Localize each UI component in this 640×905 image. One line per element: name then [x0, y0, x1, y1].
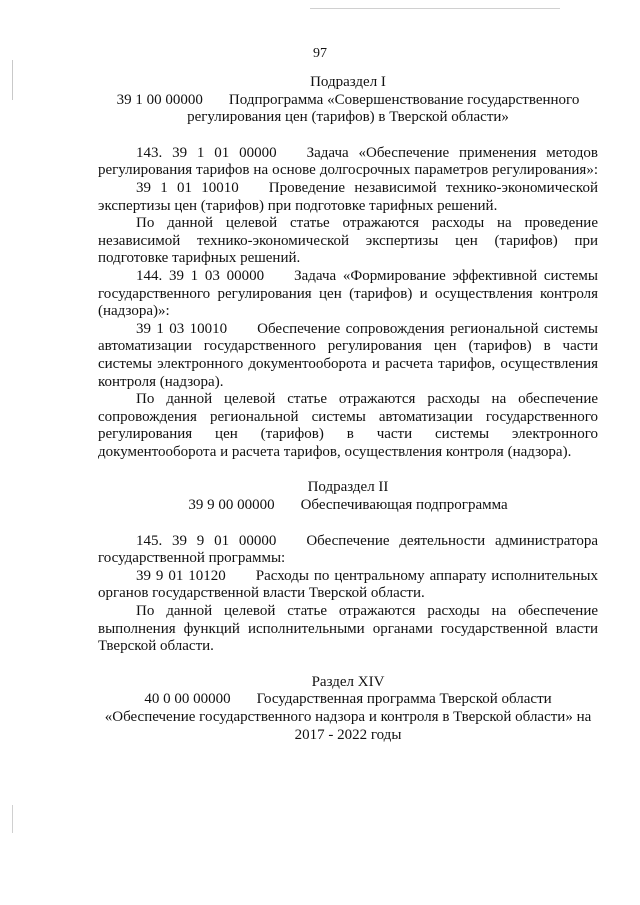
item-144-line-1: 144. 39 1 03 00000 Задача «Формирование эффективной системы [136, 267, 598, 284]
section-14-heading: Раздел XIV [311, 673, 385, 690]
section-14-title [98, 691, 598, 709]
item-145-article-line-1: 39 9 01 10120 Расходы по центральному аппарату исполнительных [136, 567, 598, 584]
item-145-note-line-3: Тверской области. [98, 638, 214, 655]
item-143-note-line-1: По данной целевой статье отражаются расходы на проведение [136, 215, 598, 232]
item-144-article-line-4: контроля (надзора). [98, 373, 224, 390]
item-145-line-2: государственной программы: [98, 550, 286, 567]
subsection-1-code: 39 1 00 00000 [116, 91, 203, 108]
item-143-article-line-1: 39 1 01 10010 Проведение независимой технико-экономической [136, 179, 598, 196]
item-143-note-line-2: независимой технико-экономической экспертизы цен (тарифов) при [98, 232, 598, 249]
subsection-1-title [98, 92, 598, 110]
scan-artifact-left [12, 60, 13, 100]
document-body [98, 74, 598, 744]
subsection-2-heading: Подраздел II [307, 479, 389, 496]
subsection-1-heading: Подраздел I [310, 74, 386, 90]
item-144-note-line-3: регулирования цен (тарифов) в части системы электронного [98, 426, 598, 443]
item-144-line-3: (надзора)»: [98, 303, 170, 320]
item-145-line-1: 145. 39 9 01 00000 Обеспечение деятельности администратора [136, 532, 598, 549]
item-143-article-line-2: экспертизы цен (тарифов) при подготовке тарифных решений. [98, 197, 498, 214]
page-number: 97 [313, 46, 327, 61]
scan-artifact-top [310, 8, 560, 9]
subsection-2-title [98, 497, 598, 515]
subsection-1-title-line-2: регулирования цен (тарифов) в Тверской области» [187, 109, 509, 126]
item-145-note-line-2: выполнения функций исполнительными органами государственной власти [98, 620, 598, 637]
item-144-article-line-3: системы электронного документооборота и расчета тарифов, осуществления [98, 355, 598, 372]
section-14-code: 40 0 00 00000 [144, 691, 231, 708]
item-143-note-line-3: подготовке тарифных решений. [98, 250, 301, 267]
scan-artifact-left-2 [12, 805, 13, 833]
item-143-line-1: 143. 39 1 01 00000 Задача «Обеспечение применения методов [136, 144, 598, 161]
subsection-2-title-text: Обеспечивающая подпрограмма [300, 497, 508, 514]
item-145-note-line-1: По данной целевой статье отражаются расходы на обеспечение [136, 603, 598, 620]
section-14-title-line-3: 2017 - 2022 годы [294, 726, 402, 743]
subsection-2-code: 39 9 00 00000 [188, 497, 275, 514]
item-144-article-line-1: 39 1 03 10010 Обеспечение сопровождения региональной системы [136, 320, 598, 337]
item-144-note-line-4: документооборота и расчета тарифов, осуществления контроля (надзора). [98, 443, 572, 460]
item-144-line-2: государственного регулирования цен (тарифов) и осуществления контроля [98, 285, 598, 302]
item-144-note-line-2: сопровождения региональной системы автоматизации государственного [98, 408, 598, 425]
item-144-note-line-1: По данной целевой статье отражаются расходы на обеспечение [136, 391, 598, 408]
item-145-article-line-2: органов государственной власти Тверской области. [98, 585, 425, 602]
subsection-1-title-line-1: Подпрограмма «Совершенствование государственного [228, 91, 580, 108]
section-14-title-line-2: «Обеспечение государственного надзора и контроля в Тверской области» на [104, 709, 592, 725]
item-144-article-line-2: автоматизации государственного регулирования цен (тарифов) в части [98, 338, 598, 355]
section-14-title-line-1: Государственная программа Тверской области [256, 691, 552, 708]
item-143-line-2: регулирования тарифов на основе долгосрочных параметров регулирования»: [98, 162, 598, 179]
